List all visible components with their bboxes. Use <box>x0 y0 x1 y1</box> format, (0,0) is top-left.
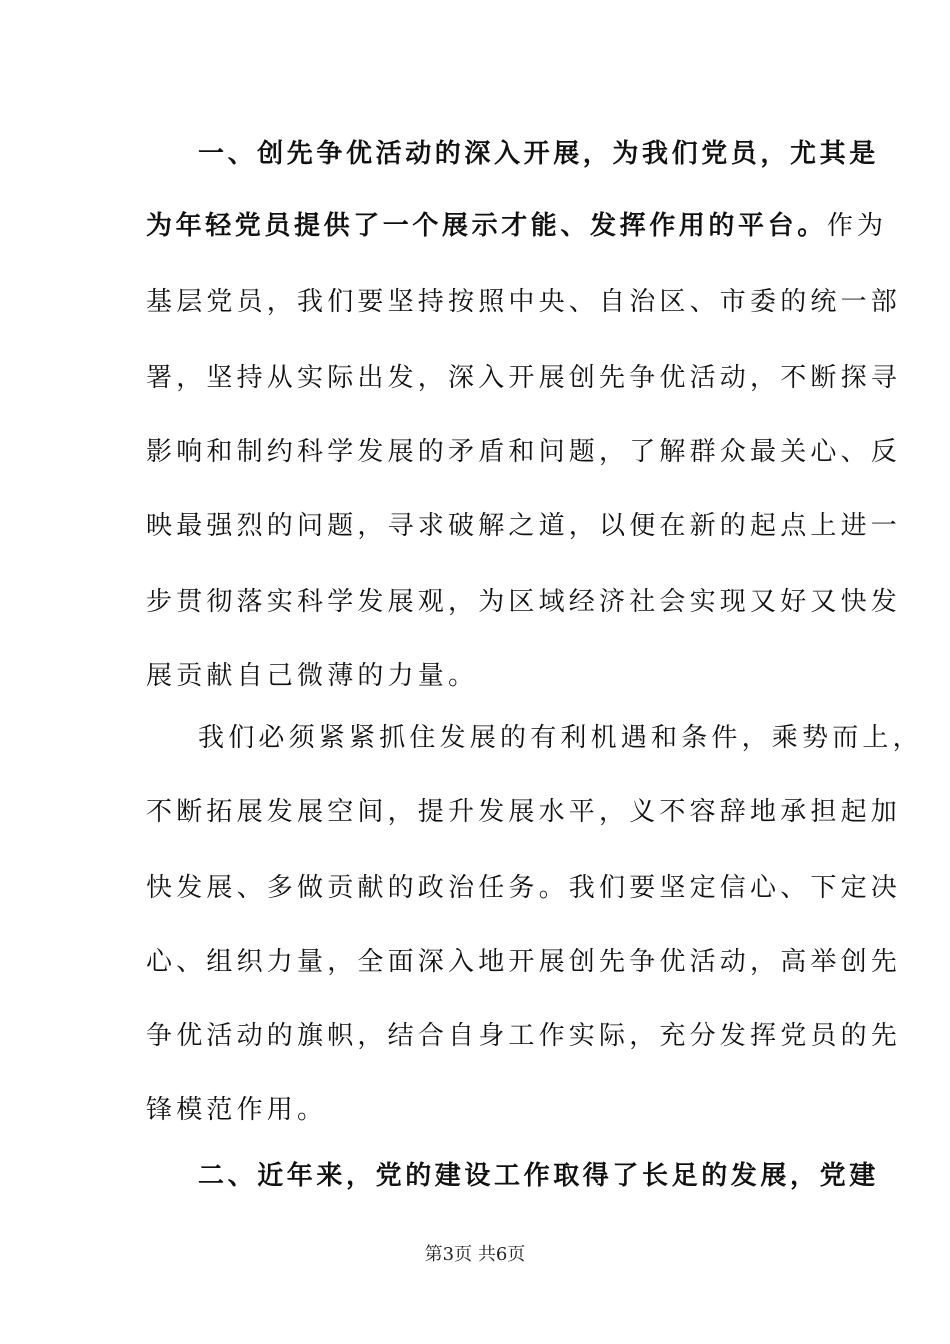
body-line: 映最强烈的问题，寻求破解之道，以便在新的起点上进一 <box>146 511 902 541</box>
body-line: 展贡献自己微薄的力量。 <box>146 661 479 691</box>
body-line: 锋模范作用。 <box>146 1095 328 1125</box>
body-line: 署，坚持从实际出发，深入开展创先争优活动，不断探寻 <box>146 363 902 393</box>
heading-line-3: 二、近年来，党的建设工作取得了长足的发展，党建 <box>198 1161 879 1191</box>
body-line: 我们必须紧紧抓住发展的有利机遇和条件，乘势而上， <box>198 723 923 753</box>
body-line: 快发展、多做贡献的政治任务。我们要坚定信心、下定决 <box>146 873 902 903</box>
body-line <box>146 206 888 246</box>
body-line: 不断拓展发展空间，提升发展水平，义不容辞地承担起加 <box>146 797 902 827</box>
body-line: 影响和制约科学发展的矛盾和问题，了解群众最关心、反 <box>146 437 902 467</box>
page-footer: 第3页 共6页 <box>424 1244 526 1265</box>
body-line: 基层党员，我们要坚持按照中央、自治区、市委的统一部 <box>146 287 902 317</box>
body-line: 争优活动的旗帜，结合自身工作实际，充分发挥党员的先 <box>146 1021 902 1051</box>
heading-line-1: 一、创先争优活动的深入开展，为我们党员，尤其是 <box>198 139 879 169</box>
body-line: 心、组织力量，全面深入地开展创先争优活动，高举创先 <box>146 947 902 977</box>
body-line: 步贯彻落实科学发展观，为区域经济社会实现又好又快发 <box>146 587 902 617</box>
heading-line-2: 为年轻党员提供了一个展示才能、发挥作用的平台。 <box>146 211 827 241</box>
body-text-fragment: 作为 <box>826 211 888 241</box>
